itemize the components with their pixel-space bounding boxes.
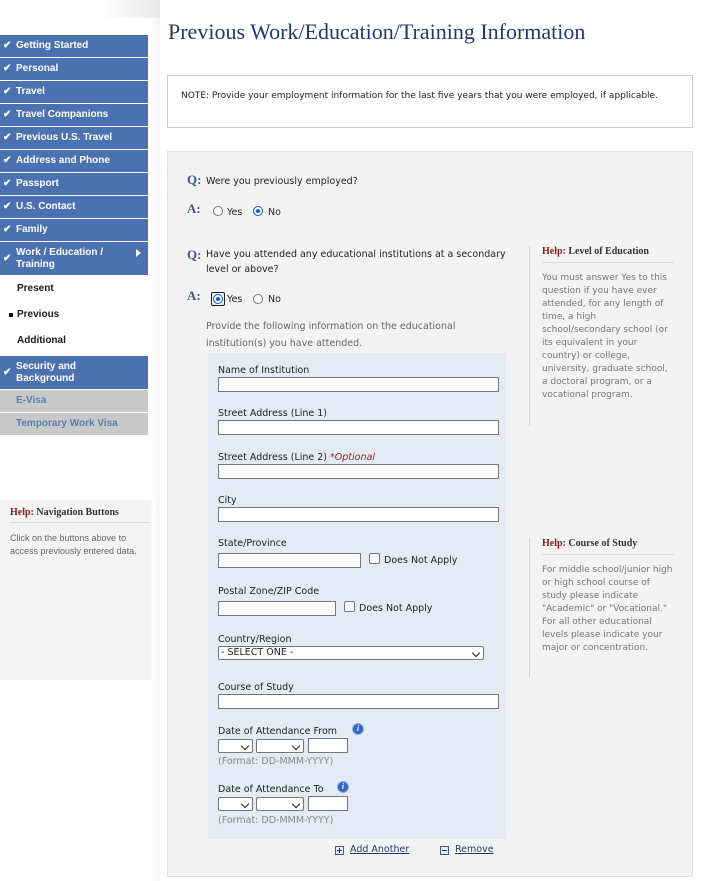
current-page-bullet-icon — [9, 313, 13, 317]
date-from-month-select[interactable] — [256, 739, 304, 753]
divider — [10, 522, 150, 523]
help-title: Navigation Buttons — [36, 507, 119, 518]
employed-no-radio[interactable] — [253, 206, 263, 216]
country-label: Country/Region — [218, 634, 292, 645]
date-to-format-hint: (Format: DD-MMM-YYYY) — [218, 815, 334, 826]
remove-icon[interactable] — [440, 846, 449, 855]
sidebar-item-label: Temporary Work Visa — [16, 418, 118, 429]
sidebar-item-label: U.S. Contact — [16, 201, 76, 212]
employed-no-label: No — [268, 207, 281, 218]
question-marker: Q: — [187, 247, 202, 262]
date-to-year-input[interactable] — [308, 796, 348, 811]
check-icon: ✔ — [3, 252, 12, 264]
sidebar-item-address-phone[interactable] — [0, 150, 148, 173]
education-no-radio[interactable] — [253, 294, 263, 304]
sidebar-subitem-label: Additional — [17, 335, 66, 346]
education-yes-radio[interactable] — [213, 294, 223, 304]
street2-label-text: Street Address (Line 2) — [218, 452, 328, 463]
sidebar-item-label: Previous U.S. Travel — [16, 132, 113, 143]
employed-yes-radio[interactable] — [213, 206, 223, 216]
remove-link[interactable]: Remove — [455, 844, 494, 855]
street1-label: Street Address (Line 1) — [218, 408, 328, 419]
sidebar-item-label: Address and Phone — [16, 155, 110, 166]
check-icon: ✔ — [3, 132, 12, 143]
help-text: You must answer Yes to this question if you have ever attended, for any length of time, a high school/secondary school (or its equivalent in your country) or college, university, graduate school, a doctoral program, or a vocational program. — [542, 273, 668, 400]
sidebar-subitem-previous[interactable] — [0, 302, 148, 328]
check-icon: ✔ — [3, 109, 12, 120]
info-icon[interactable]: i — [337, 781, 349, 793]
answer-marker: A: — [187, 288, 201, 303]
divider — [542, 554, 674, 555]
course-label: Course of Study — [218, 682, 294, 693]
postal-label: Postal Zone/ZIP Code — [218, 586, 320, 597]
answer-marker: A: — [187, 201, 201, 216]
check-icon: ✔ — [3, 366, 12, 378]
institution-name-input[interactable] — [218, 377, 499, 392]
sidebar-item-label: Travel Companions — [16, 109, 109, 120]
employed-yes-label: Yes — [227, 207, 243, 218]
city-label: City — [218, 495, 237, 506]
postal-does-not-apply-checkbox[interactable] — [344, 601, 355, 612]
postal-input[interactable] — [218, 601, 336, 616]
question-marker: Q: — [187, 172, 202, 187]
sidebar-subitem-label: Present — [17, 283, 54, 294]
education-yes-label: Yes — [227, 294, 243, 305]
add-icon[interactable] — [335, 846, 344, 855]
help-title-text: Level of Education — [568, 246, 649, 257]
date-from-label: Date of Attendance From — [218, 726, 338, 737]
sidebar-item-label: Travel — [16, 86, 45, 97]
note-box — [167, 75, 693, 128]
street2-input[interactable] — [218, 464, 499, 479]
street1-input[interactable] — [218, 420, 499, 435]
sidebar-item-passport[interactable] — [0, 173, 148, 196]
help-title — [542, 246, 649, 257]
sidebar-item-travel[interactable] — [0, 81, 148, 104]
sidebar-subitem-label: Previous — [17, 309, 60, 320]
help-text: For middle school/junior high or high school course of study please indicate "Academic" or "Vocational." For all other educational levels please indicate your major or concentration. — [542, 565, 673, 653]
country-select-value: - SELECT ONE - — [221, 647, 294, 658]
question-education-text: Have you attended any educational institutions at a secondary level or above? — [206, 249, 506, 275]
state-input[interactable] — [218, 553, 361, 568]
sidebar-item-label: Getting Started — [16, 40, 89, 51]
education-no-label: No — [268, 294, 281, 305]
help-navigation-text: Click on the buttons above to access previously entered data. — [10, 533, 137, 556]
check-icon: ✔ — [3, 224, 12, 235]
postal-does-not-apply-label: Does Not Apply — [359, 603, 433, 614]
sidebar-item-us-contact[interactable] — [0, 196, 148, 219]
sidebar-item-e-visa — [0, 390, 148, 413]
divider — [542, 262, 674, 263]
help-prefix: Help: — [542, 538, 566, 549]
chevron-down-icon — [292, 742, 300, 750]
street2-label — [218, 452, 375, 463]
sidebar-item-travel-companions[interactable] — [0, 104, 148, 127]
chevron-down-icon — [241, 800, 249, 808]
check-icon: ✔ — [3, 178, 12, 189]
sidebar-item-family[interactable] — [0, 219, 148, 242]
sidebar-subitem-present[interactable] — [0, 276, 148, 302]
chevron-down-icon — [472, 649, 480, 657]
sidebar-item-label: Family — [16, 224, 48, 235]
sidebar-item-label: Work / Education / Training — [16, 247, 104, 270]
sidebar-item-temporary-work-visa — [0, 413, 148, 436]
check-icon: ✔ — [3, 86, 12, 97]
instructions-text: Provide the following information on the educational institution(s) you have attended. — [206, 321, 456, 349]
check-icon: ✔ — [3, 155, 12, 166]
sidebar-top-shade — [0, 0, 160, 18]
add-another-link[interactable]: Add Another — [350, 844, 410, 855]
help-title — [542, 538, 637, 549]
sidebar-nav — [0, 35, 148, 436]
page-title: Previous Work/Education/Training Information — [168, 19, 586, 44]
sidebar-item-previous-us-travel[interactable] — [0, 127, 148, 150]
optional-marker: *Optional — [330, 452, 375, 463]
state-does-not-apply-checkbox[interactable] — [369, 553, 380, 564]
date-to-label: Date of Attendance To — [218, 784, 324, 795]
date-to-month-select[interactable] — [256, 797, 304, 811]
chevron-down-icon — [292, 800, 300, 808]
help-navigation-title — [10, 507, 119, 518]
sidebar-item-getting-started[interactable] — [0, 35, 148, 58]
course-input[interactable] — [218, 694, 499, 709]
sidebar-item-personal[interactable] — [0, 58, 148, 81]
sidebar-item-work-education-training[interactable] — [0, 242, 148, 276]
chevron-down-icon — [241, 742, 249, 750]
country-select[interactable] — [218, 646, 484, 660]
state-does-not-apply-label: Does Not Apply — [384, 555, 458, 566]
date-from-day-select[interactable] — [218, 739, 253, 753]
date-from-format-hint: (Format: DD-MMM-YYYY) — [218, 756, 334, 767]
help-course-of-study — [529, 538, 674, 677]
question-employed-text: Were you previously employed? — [206, 176, 358, 187]
help-level-of-education — [529, 246, 674, 426]
sidebar-item-label: Personal — [16, 63, 59, 74]
expand-arrow-icon — [136, 249, 141, 257]
sidebar — [0, 0, 160, 881]
sidebar-item-label: Passport — [16, 178, 59, 189]
sidebar-item-label: E-Visa — [16, 395, 47, 406]
help-title-text: Course of Study — [568, 538, 638, 549]
check-icon: ✔ — [3, 40, 12, 51]
date-to-day-select[interactable] — [218, 797, 253, 811]
sidebar-subitem-additional[interactable] — [0, 328, 148, 354]
sidebar-item-security-background[interactable] — [0, 356, 148, 390]
help-navigation-panel — [0, 500, 155, 680]
city-input[interactable] — [218, 507, 499, 522]
note-text: NOTE: Provide your employment information for the last five years that you were employed, if applicable. — [181, 91, 658, 101]
institution-name-label: Name of Institution — [218, 365, 310, 376]
info-icon[interactable]: i — [352, 723, 364, 735]
check-icon: ✔ — [3, 201, 12, 212]
help-prefix: Help: — [542, 246, 566, 257]
help-prefix: Help: — [10, 507, 34, 518]
check-icon: ✔ — [3, 63, 12, 74]
date-from-year-input[interactable] — [308, 738, 348, 753]
state-label: State/Province — [218, 538, 287, 549]
sidebar-item-label: Security and Background — [16, 361, 77, 384]
